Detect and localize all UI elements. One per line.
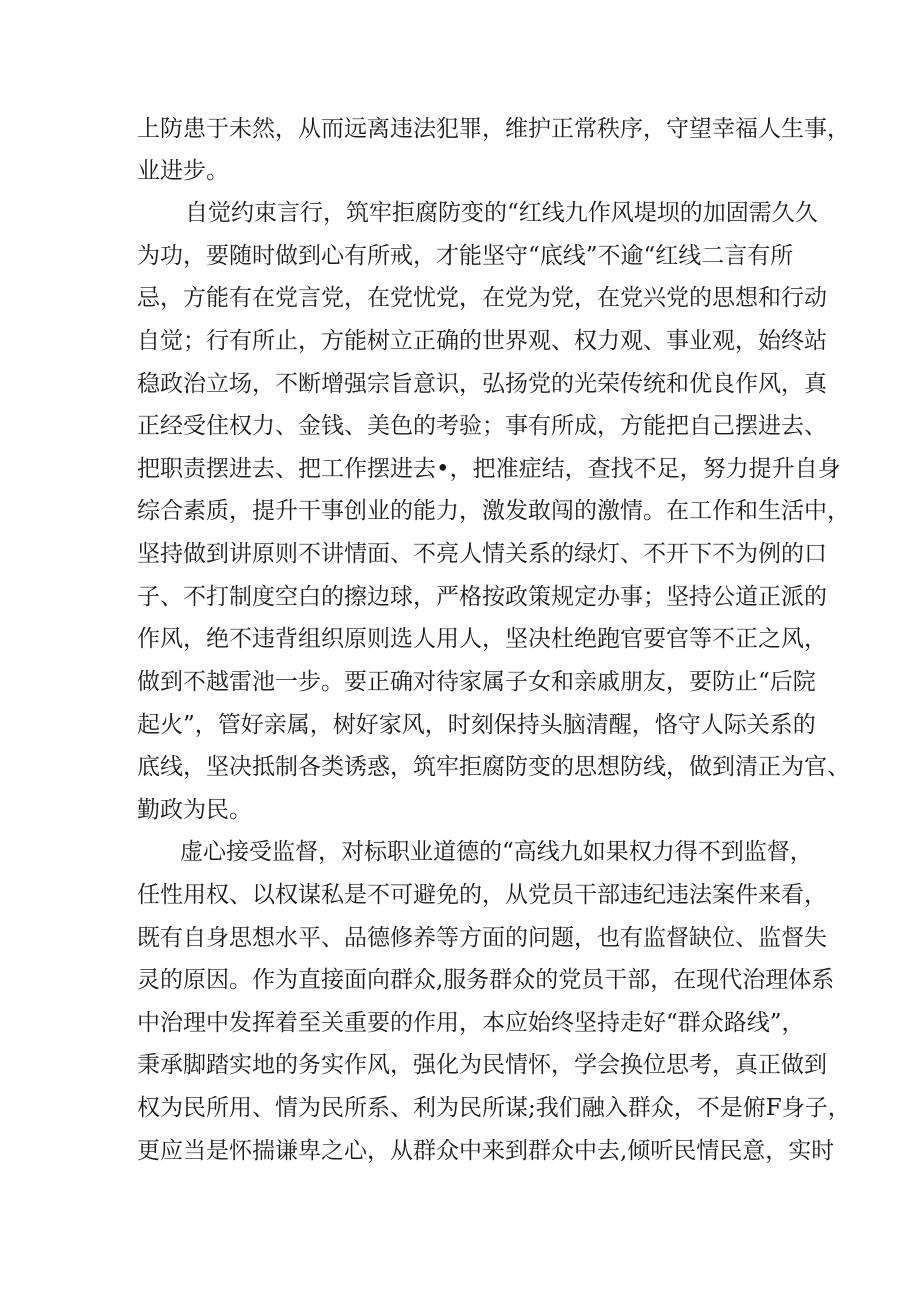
text-line: 做到不越雷池一步。要正确对待家属子女和亲戚朋友，要防止“后院 — [137, 669, 816, 695]
text-line: 子、不打制度空白的擦边球，严格按政策规定办事；坚持公道正派的 — [137, 584, 827, 610]
paragraph-1-start: 自觉约束言行，筑牢拒腐防变的“红线九作风堤坝的加固需久久 — [185, 200, 818, 226]
text-line: 忌，方能有在党言党，在党忧党，在党为党，在党兴党的思想和行动 — [137, 285, 827, 311]
text-line: 更应当是怀揣谦卑之心，从群众中来到群众中去,倾听民情民意，实时 — [137, 1138, 835, 1164]
text-line: 作风，绝不违背组织原则选人用人，坚决杜绝跑官要官等不正之风， — [137, 626, 827, 652]
text-line: 底线，坚决抵制各类诱惑，筑牢拒腐防变的思想防线，做到清正为官、 — [137, 754, 850, 780]
text-line: 上防患于未然，从而远离违法犯罪，维护正常秩序，守望幸福人生事， — [137, 116, 850, 142]
text-line: 起火”，管好亲属，树好家风，时刻保持头脑清醒，恪守人际关系的 — [137, 712, 816, 738]
text-line: 勤政为民。 — [137, 797, 252, 823]
text-line: 权为民所用、情为民所系、利为民所谋;我们融入群众，不是俯F身子， — [137, 1095, 851, 1121]
text-line: 把职责摆进去、把工作摆进去•，把准症结，查找不足，努力提升自身 — [137, 456, 841, 482]
text-line: 综合素质，提升干事创业的能力，激发敢闯的激情。在工作和生活中， — [137, 498, 850, 524]
text-line: 坚持做到讲原则不讲情面、不亮人情关系的绿灯、不开下不为例的口 — [137, 541, 827, 567]
text-line: 灵的原因。作为直接面向群众,服务群众的党员干部，在现代治理体系 — [137, 967, 835, 993]
text-line: 正经受住权力、金钱、美色的考验；事有所成，方能把自己摆进去、 — [137, 413, 827, 439]
text-line: 稳政治立场，不断增强宗旨意识，弘扬党的光荣传统和优良作风，真 — [137, 371, 827, 397]
paragraph-2-start: 虚心接受监督，对标职业道德的“高线九如果权力得不到监督， — [180, 839, 813, 865]
text-line: 任性用权、以权谋私是不可避免的，从党员干部违纪违法案件来看， — [137, 882, 827, 908]
text-line: 既有自身思想水平、品德修养等方面的问题，也有监督缺位、监督失 — [137, 925, 827, 951]
text-line: 中治理中发挥着至关重要的作用，本应始终坚持走好“群众路线”， — [137, 1010, 805, 1036]
text-line: 为功，要随时做到心有所戒，才能坚守“底线”不逾“红线二言有所 — [137, 243, 794, 269]
text-line: 自觉；行有所止，方能树立正确的世界观、权力观、事业观，始终站 — [137, 328, 827, 354]
text-line: 业进步。 — [137, 158, 229, 184]
text-line: 秉承脚踏实地的务实作风，强化为民情怀，学会换位思考，真正做到 — [137, 1052, 827, 1078]
